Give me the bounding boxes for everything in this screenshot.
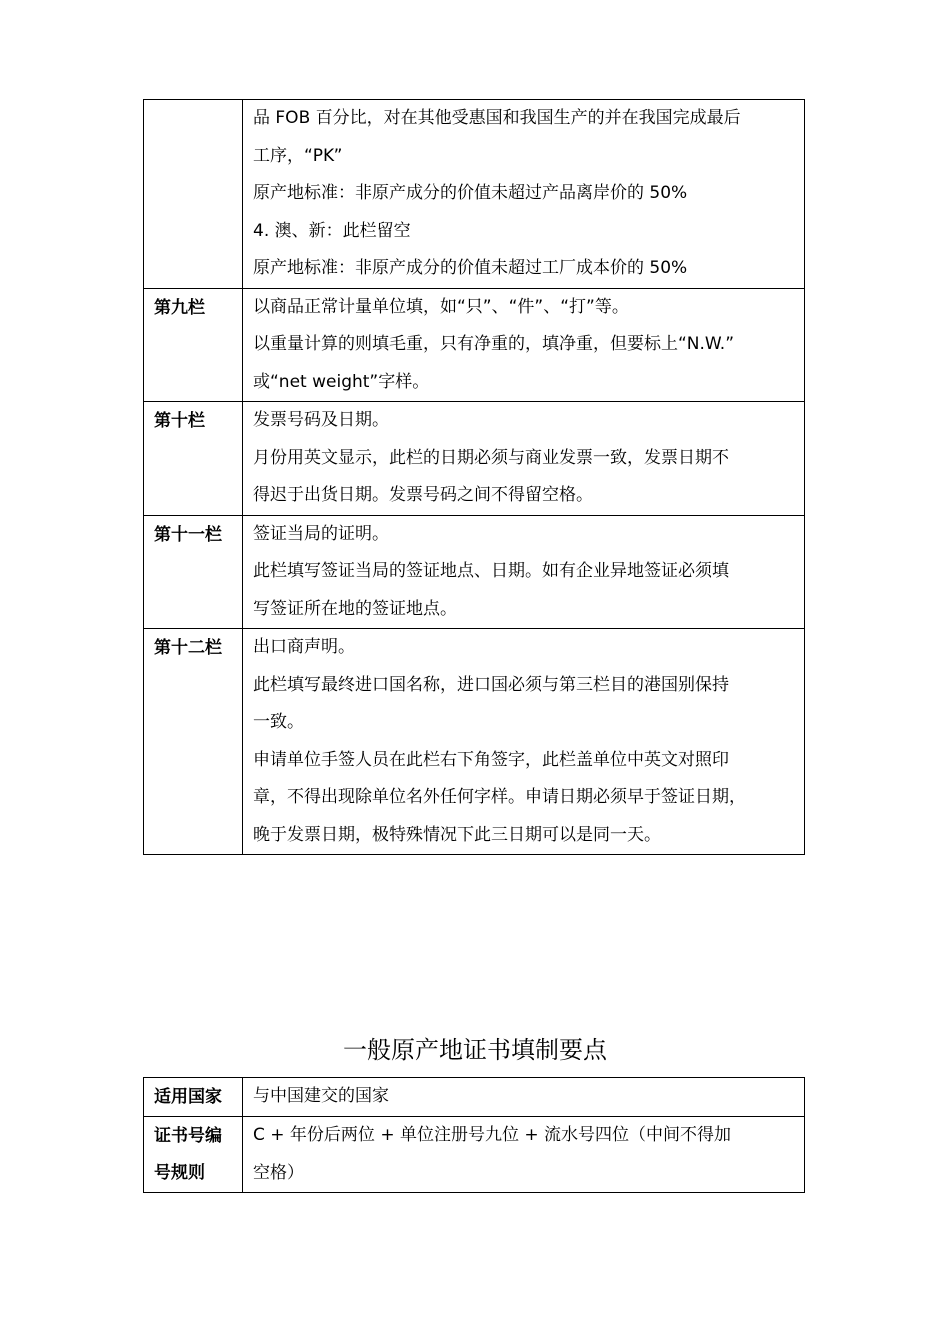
content-line: 此栏填写签证当局的签证地点、日期。如有企业异地签证必须填 (253, 561, 729, 581)
row-content (243, 1117, 805, 1193)
content-line: 原产地标准：非原产成分的价值未超过工厂成本价的 50% (253, 258, 688, 278)
table-row (144, 402, 805, 516)
content-line: 或“net weight”字样。 (253, 371, 430, 392)
content-line: 4. 澳、新：此栏留空 (253, 220, 411, 241)
requirements-table-continued (143, 99, 805, 855)
content-line: 原产地标准：非原产成分的价值未超过产品离岸价的 50% (253, 183, 688, 203)
table-row (144, 1117, 805, 1193)
table-row (144, 1078, 805, 1117)
content-line: 一致。 (253, 712, 304, 732)
content-line: 以重量计算的则填毛重，只有净重的，填净重，但要标上“N.W.” (253, 334, 734, 354)
row-label (144, 1117, 243, 1193)
table-row (144, 100, 805, 289)
content-line: 申请单位手签人员在此栏右下角签字，此栏盖单位中英文对照印 (253, 749, 729, 770)
content-line: 此栏填写最终进口国名称，进口国必须与第三栏目的港国别保持 (253, 674, 729, 695)
table-row (144, 288, 805, 402)
row-content (243, 402, 805, 516)
content-line: 签证当局的证明。 (253, 523, 389, 544)
content-line: 空格） (253, 1162, 304, 1183)
row-content (243, 1078, 805, 1117)
label-line: 适用国家 (154, 1087, 222, 1107)
content-line: 出口商声明。 (253, 637, 355, 657)
row-content (243, 629, 805, 855)
content-line: 工序，“PK” (253, 145, 343, 166)
row-label (144, 1078, 243, 1117)
row-label (144, 100, 243, 289)
row-label: 第十二栏 (144, 629, 243, 855)
row-label: 第十栏 (144, 402, 243, 516)
general-origin-certificate-table (143, 1077, 805, 1193)
row-content (243, 515, 805, 629)
table-row (144, 629, 805, 855)
content-line: 章，不得出现除单位名外任何字样。申请日期必须早于签证日期， (253, 787, 746, 807)
content-line: 月份用英文显示，此栏的日期必须与商业发票一致，发票日期不 (253, 447, 729, 468)
content-line: C + 年份后两位 + 单位注册号九位 + 流水号四位（中间不得加 (253, 1125, 732, 1145)
row-label: 第九栏 (144, 288, 243, 402)
row-content (243, 288, 805, 402)
content-line: 与中国建交的国家 (253, 1086, 389, 1106)
section-title: 一般原产地证书填制要点 (343, 1036, 607, 1064)
content-line: 以商品正常计量单位填，如“只”、“件”、“打”等。 (253, 296, 629, 317)
table-row (144, 515, 805, 629)
content-line: 发票号码及日期。 (253, 410, 389, 430)
content-line: 晚于发票日期，极特殊情况下此三日期可以是同一天。 (253, 824, 661, 845)
label-line: 证书号编 (154, 1126, 222, 1146)
content-line: 品 FOB 百分比，对在其他受惠国和我国生产的并在我国完成最后 (253, 108, 741, 128)
row-label: 第十一栏 (144, 515, 243, 629)
row-content (243, 100, 805, 289)
label-line: 号规则 (154, 1163, 205, 1183)
content-line: 写签证所在地的签证地点。 (253, 598, 457, 619)
content-line: 得迟于出货日期。发票号码之间不得留空格。 (253, 485, 593, 505)
